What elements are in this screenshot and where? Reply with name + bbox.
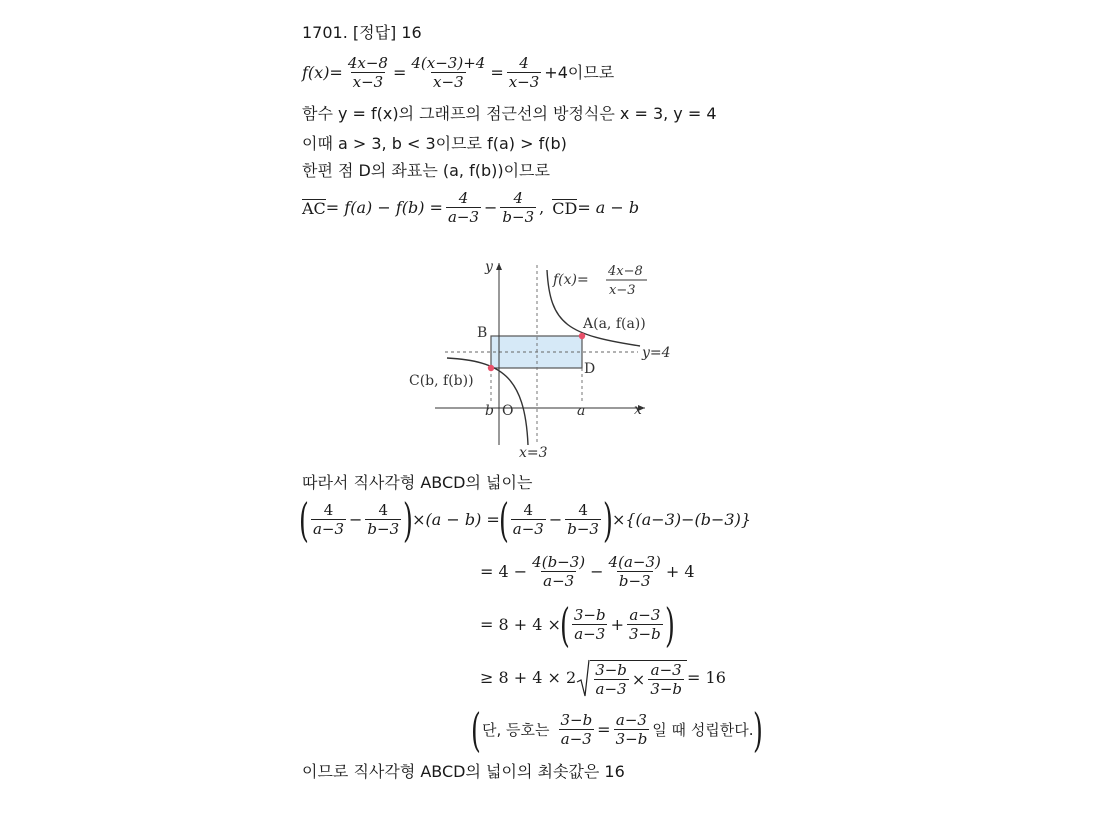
fraction: $\frac{4}{a-3}$ — [447, 189, 480, 226]
segment-cd: CD — [552, 199, 578, 218]
area-step-1: ( $\frac{4}{a-3}$ − $\frac{4}{b-3}$ ) ×(a − b) = ( $\frac{4}{a-3}$ − $\frac{4}{b-3}$ ) ×{(a−3)−(b−3)} — [299, 493, 752, 547]
vertical-asymptote-label: x=3 — [519, 445, 548, 461]
point-d-label: D — [584, 361, 596, 377]
fraction: $\frac{4(x-3)+4}{x-3}$ — [411, 54, 486, 91]
point-d-text: 한편 점 D의 좌표는 (a, f(b))이므로 — [302, 161, 550, 180]
area-step-3: = 8 + 4 × ( $\frac{3-b}{a-3}$ + $\frac{a-3}{3-b}$ ) — [480, 598, 675, 652]
area-step-2: = 4 − $\frac{4(b-3)}{a-3}$ − $\frac{4(a-3)}{b-3}$ + 4 — [480, 553, 695, 590]
fraction: $\frac{4}{a-3}$ — [512, 501, 544, 538]
fraction: $\frac{4}{b-3}$ — [502, 189, 535, 226]
segment-lengths: AC = f(a) − f(b) = $\frac{4}{a-3}$ − $\frac{4}{b-3}$ , CD = a − b — [302, 189, 640, 226]
fraction: $\frac{4(b-3)}{a-3}$ — [532, 553, 586, 590]
fraction: $\frac{4(a-3)}{b-3}$ — [608, 553, 661, 590]
function-label: f(x)= — [553, 272, 589, 288]
fraction: $\frac{3-b}{a-3}$ — [573, 606, 606, 643]
fraction: $\frac{3-b}{a-3}$ — [560, 711, 593, 748]
function-definition — [302, 56, 614, 90]
function-denominator: x−3 — [609, 283, 636, 298]
final-answer-text: 이므로 직사각형 ABCD의 넓이의 최솟값은 16 — [302, 762, 625, 781]
point-a-dot — [579, 333, 585, 339]
fraction: $\frac{3-b}{a-3}$ — [595, 660, 627, 698]
fraction: $\frac{a-3}{3-b}$ — [615, 711, 648, 748]
tick-b-label: b — [485, 403, 494, 419]
problem-title: 1701. [정답] 16 — [302, 23, 422, 42]
lower-branch — [447, 358, 528, 445]
fraction: $\frac{a-3}{3-b}$ — [650, 660, 683, 698]
asymptote-text: 함수 y = f(x)의 그래프의 점근선의 방정식은 x = 3, y = 4 — [302, 104, 717, 123]
point-a-label: A(a, f(a)) — [583, 316, 646, 332]
fraction: $\frac{4}{a-3}$ — [312, 501, 345, 538]
tick-a-label: a — [577, 403, 586, 419]
y-axis-label: y — [485, 259, 493, 275]
function-numerator: 4x−8 — [608, 264, 643, 279]
fraction: $\frac{4}{b-3}$ — [567, 501, 599, 538]
segment-ac: AC — [302, 199, 326, 218]
origin-label: O — [502, 403, 514, 419]
point-b-label: B — [477, 325, 488, 341]
y-arrow — [496, 263, 502, 270]
tail-text: +4이므로 — [544, 63, 615, 82]
fraction: $\frac{4x-8}{x-3}$ — [347, 54, 388, 91]
square-root: $\frac{3-b}{a-3}$ × $\frac{a-3}{3-b}$ — [576, 658, 687, 698]
fraction: $\frac{4}{x-3}$ — [508, 54, 540, 91]
inequality-text: 이때 a > 3, b < 3이므로 f(a) > f(b) — [302, 134, 567, 153]
fraction: $\frac{4}{b-3}$ — [367, 501, 400, 538]
horizontal-asymptote-label: y=4 — [642, 345, 671, 361]
point-c-dot — [488, 365, 494, 371]
lhs: f(x)= — [302, 63, 343, 82]
fraction: $\frac{a-3}{3-b}$ — [629, 606, 661, 643]
area-intro-text: 따라서 직사각형 ABCD의 넓이는 — [302, 473, 533, 492]
equality-condition: ( 단, 등호는 $\frac{3-b}{a-3}$ = $\frac{a-3}{3-b}$ 일 때 성립한다. ) — [471, 703, 763, 757]
equals: = — [392, 63, 407, 82]
hyperbola-graph — [400, 255, 690, 465]
point-c-label: C(b, f(b)) — [409, 373, 474, 389]
area-step-4: ≥ 8 + 4 × 2 $\frac{3-b}{a-3}$ × $\frac{a-3}{3-b}$ = 16 — [480, 658, 726, 698]
x-axis-label: x — [634, 402, 642, 418]
equals: = — [490, 63, 504, 82]
